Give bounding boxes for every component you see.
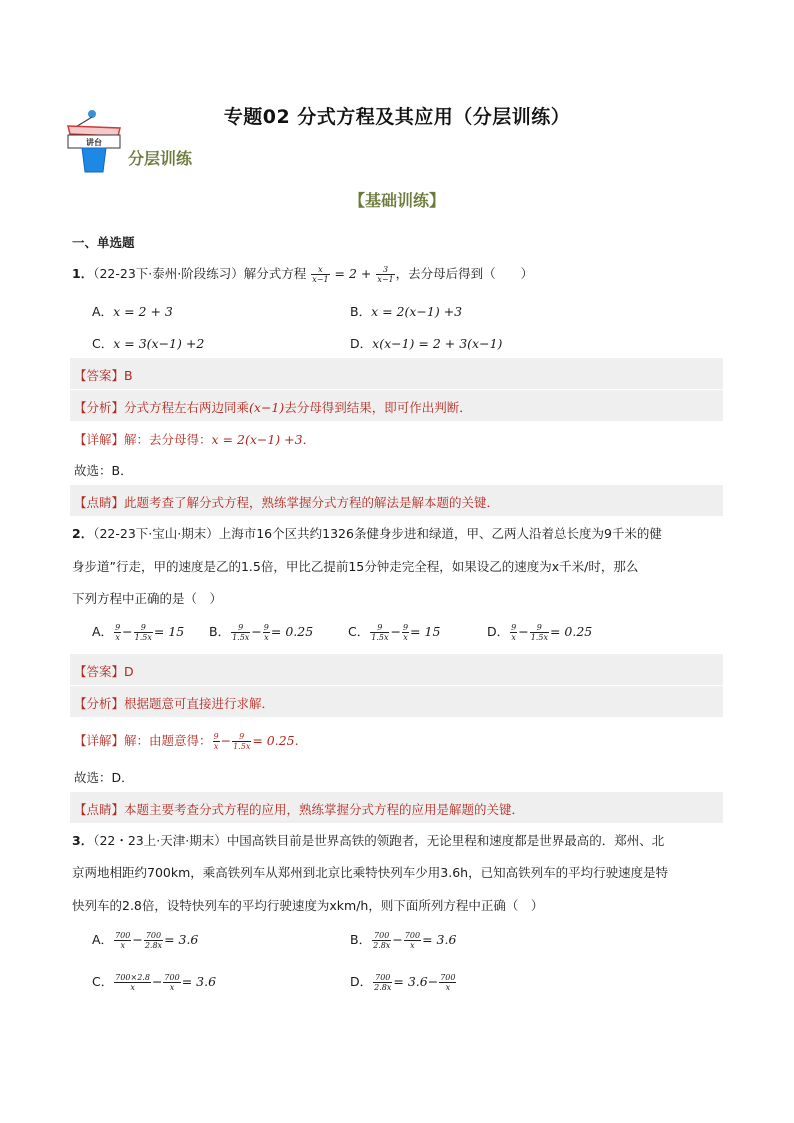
q2-option-d[interactable]: D． $\frac{9}{x}$ − $\frac{9}{1.5x}$ = 0.25	[487, 623, 593, 642]
q1-detail: 【详解】解：去分母得：x = 2(x−1) +3．	[74, 432, 316, 447]
page-title: 专题02 分式方程及其应用（分层训练）	[223, 106, 571, 128]
q1-option-a[interactable]: A．x = 2 + 3	[92, 304, 173, 319]
q2-choose: 故选：D．	[74, 770, 134, 785]
q1-option-c[interactable]: C．x = 3(x−1) +2	[92, 336, 205, 351]
section-label: 分层训练	[128, 149, 193, 168]
q3-option-d[interactable]: D． $\frac{700}{2.8x}$ = 3.6− $\frac{700}{x}$	[350, 973, 456, 992]
question-2-line-3: 下列方程中正确的是（ ）	[72, 591, 223, 606]
q1-point: 【点睛】此题考查了解分式方程，熟练掌握分式方程的解法是解本题的关键．	[74, 495, 500, 510]
q1-answer: 【答案】B	[74, 368, 133, 383]
q2-point: 【点睛】本题主要考查分式方程的应用，熟练掌握分式方程的应用是解题的关键．	[74, 802, 525, 817]
q2-option-b[interactable]: B． $\frac{9}{1.5x}$ − $\frac{9}{x}$ = 0.25	[209, 623, 314, 642]
q1-option-b[interactable]: B．x = 2(x−1) +3	[350, 304, 463, 319]
q2-detail: 【详解】解：由题意得： $\frac{9}{x}$ − $\frac{9}{1.5x}$ = 0.25.	[74, 732, 299, 751]
question-3-line-3: 快列车的2.8倍，设特快列车的平均行驶速度为xkm/h，则下面所列方程中正确（ ）	[72, 898, 544, 913]
q1-answer-bar	[70, 358, 723, 389]
q2-option-a[interactable]: A． $\frac{9}{x}$ − $\frac{9}{1.5x}$ = 15	[92, 623, 185, 642]
q2-option-c[interactable]: C． $\frac{9}{1.5x}$ − $\frac{9}{x}$ = 15	[348, 623, 441, 642]
q2-analysis: 【分析】根据题意可直接进行求解．	[74, 696, 275, 711]
logo-text: 讲台	[86, 138, 102, 147]
q1-option-d[interactable]: D．x(x−1) = 2 + 3(x−1)	[350, 336, 503, 351]
q3-option-c[interactable]: C． $\frac{700\times 2.8}{x}$ − $\frac{700}{x}$ = 3.6	[92, 973, 217, 992]
part-heading: 一、单选题	[72, 235, 135, 250]
q1-analysis: 【分析】分式方程左右两边同乘(x−1)去分母得到结果，即可作出判断．	[74, 400, 472, 415]
question-3-line-1: 3．（22・23上·天津·期末）中国高铁目前是世界高铁的领跑者，无论里程和速度都是世界最高的．郑州、北	[72, 833, 665, 848]
q1-choose: 故选：B．	[74, 463, 133, 478]
question-3-line-2: 京两地相距约700km，乘高铁列车从郑州到北京比乘特快列车少用3.6h，已知高铁列车的平均行驶速度是特	[72, 865, 669, 880]
question-1-stem: 1．（22-23下·泰州·阶段练习）解分式方程 $\frac{x}{x-1}$ = 2 + $\frac{3}{x-1}$ ，去分母后得到（ ）	[72, 265, 534, 284]
q3-option-a[interactable]: A． $\frac{700}{x}$ − $\frac{700}{2.8x}$ = 3.6	[92, 931, 199, 950]
question-2-line-1: 2．（22-23下·宝山·期末）上海市16个区共约1326条健身步进和绿道，甲、乙两人沿着总长度为9千米的健	[72, 526, 662, 541]
q2-answer-bar	[70, 654, 723, 685]
lectern-logo-icon	[62, 108, 126, 174]
q2-answer: 【答案】D	[74, 664, 134, 679]
question-2-line-2: 身步道”行走，甲的速度是乙的1.5倍，甲比乙提前15分钟走完全程，如果设乙的速度为x千米/时，那么	[72, 559, 639, 574]
sub-title: 【基础训练】	[348, 191, 445, 210]
q3-option-b[interactable]: B． $\frac{700}{2.8x}$ − $\frac{700}{x}$ = 3.6	[350, 931, 457, 950]
